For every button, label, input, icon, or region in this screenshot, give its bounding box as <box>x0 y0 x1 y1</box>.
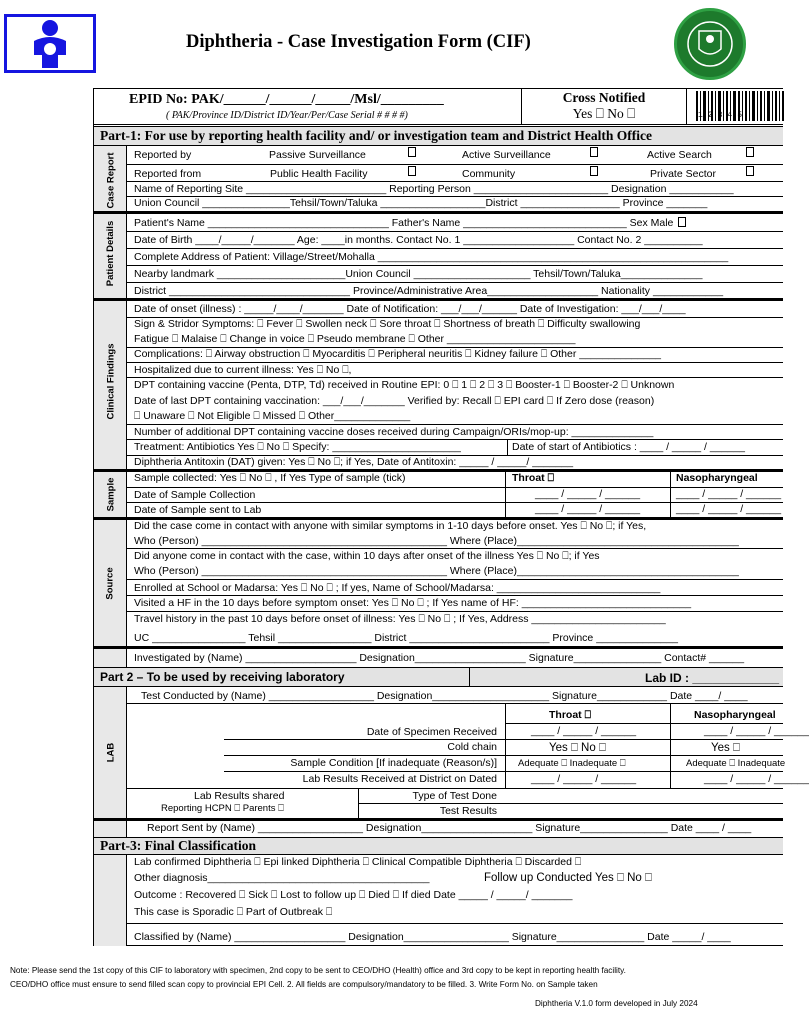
naso-results-date[interactable]: ____ / _____ / ______ <box>704 773 809 785</box>
government-emblem-icon <box>674 8 746 80</box>
address-row[interactable]: Complete Address of Patient: Village/Street/Mohalla ____________________________________________________________ <box>134 251 729 263</box>
sample-sent-date-label: Date of Sample sent to Lab <box>134 504 262 516</box>
antitoxin-row[interactable]: Diphtheria Antitoxin (DAT) given: Yes ⎕ No ⎕; if Yes, Date of Antitoxin: _____ / _____/ _______ <box>134 456 574 468</box>
naso-specimen-date[interactable]: ____ / _____ / ______ <box>704 725 809 737</box>
sample-condition-label: Sample Condition [If inadequate (Reason/s)] <box>290 757 497 769</box>
community-option[interactable]: Community <box>462 168 516 180</box>
active-search-checkbox[interactable] <box>744 147 756 159</box>
antibiotics-row[interactable]: Treatment: Antibiotics Yes ⎕ No ⎕ Specify: ______________________ <box>134 441 461 453</box>
active-search-option[interactable]: Active Search <box>647 149 712 161</box>
section-source: Source <box>105 566 116 600</box>
part3-title: Part-3: Final Classification <box>94 837 783 855</box>
barcode-digits: 12345 <box>698 111 748 120</box>
cross-notified-box <box>521 89 687 125</box>
other-diagnosis-field[interactable]: Other diagnosis______________________________________ <box>134 872 430 884</box>
school-enrollment-row[interactable]: Enrolled at School or Madarsa: Yes ⎕ No ⎕ ; If yes, Name of School/Madarsa: ____________________________ <box>134 582 661 594</box>
epid-format-hint: ( PAK/Province ID/District ID/Year/Per/Case Serial # # # #) <box>166 110 408 121</box>
private-sector-option[interactable]: Private Sector <box>650 168 716 180</box>
case-type-row[interactable]: This case is Sporadic ⎕ Part of Outbreak ⎕ <box>134 906 333 918</box>
travel-location-row[interactable]: UC ________________ Tehsil ________________ District ________________________ Province ______________ <box>134 632 678 644</box>
test-conducted-row[interactable]: Test Conducted by (Name) __________________ Designation____________________ Signature____________ Date ____/ ____ <box>141 690 748 702</box>
private-sector-checkbox[interactable] <box>744 166 756 178</box>
reported-from-label: Reported from <box>134 168 202 180</box>
lab-id-field[interactable]: Lab ID : _____________ <box>645 671 780 685</box>
specimen-received-label: Date of Specimen Received <box>366 726 497 738</box>
part2-title: Part 2 – To be used by receiving laboratory <box>94 667 783 687</box>
investigated-by-row[interactable]: Investigated by (Name) ___________________ Designation___________________ Signature_______________ Contact# ______ <box>134 652 745 664</box>
section-clinical-findings: Clinical Findings <box>105 342 117 420</box>
date-of-birth-row[interactable]: Date of Birth ____/_____/_______ Age: ____in months. Contact No. 1 ___________________ Contact No. 2 __________ <box>134 234 703 246</box>
part1-title: Part-1: For use by reporting health facility and/ or investigation team and District Health Office <box>94 126 783 146</box>
patient-name-row[interactable]: Patient's Name _______________________________ Father's Name ____________________________ Sex Male <box>134 217 688 229</box>
sample-nasopharyngeal-option[interactable]: Nasopharyngeal <box>676 472 758 484</box>
active-surveillance-checkbox[interactable] <box>588 147 600 159</box>
cold-chain-label: Cold chain <box>447 741 497 753</box>
throat-specimen-date[interactable]: ____ / _____ / ______ <box>531 725 637 737</box>
reporting-site-row[interactable]: Name of Reporting Site ________________________ Reporting Person _______________________ Designation ___________ <box>134 183 734 195</box>
contact-after-onset-row[interactable]: Did anyone come in contact with the case, within 10 days after onset of the illness Yes ⎕ No ⎕; if Yes <box>134 550 600 562</box>
form-version: Diphtheria V.1.0 form developed in July 2024 <box>535 999 698 1008</box>
throat-results-date[interactable]: ____ / _____ / ______ <box>531 773 637 785</box>
throat-sample-condition[interactable]: Adequate ⎕ Inadequate ⎕ <box>518 758 626 769</box>
cross-notified-label: Cross Notified <box>562 90 646 105</box>
passive-surveillance-option[interactable]: Passive Surveillance <box>269 149 366 161</box>
lab-naso-header: Nasopharyngeal <box>694 709 776 721</box>
section-lab: LAB <box>105 742 116 762</box>
lab-results-shared-options[interactable]: Reporting HCPN ⎕ Parents ⎕ <box>161 803 284 814</box>
test-results-label: Test Results <box>439 805 497 817</box>
dates-row[interactable]: Date of onset (illness) : _____/____/_______ Date of Notification: ___/___/______ Date of Investigation: ___/___/____ <box>134 303 686 315</box>
contact-before-onset-row[interactable]: Did the case come in contact with anyone with similar symptoms in 1-10 days before onset. Yes ⎕ No ⎕; if Yes, <box>134 520 647 532</box>
classification-row[interactable]: Lab confirmed Diphtheria ⎕ Epi linked Diphtheria ⎕ Clinical Compatible Diphtheria ⎕ Discarded ⎕ <box>134 856 582 868</box>
footer-note <box>10 964 626 992</box>
last-dpt-row[interactable]: Date of last DPT containing vaccination: ___/___/_______ Verified by: Recall ⎕ EPI card ⎕ If Zero dose (reason) <box>134 395 655 407</box>
epid-field[interactable]: EPID No: PAK/______/______/_____/Msl/_________ <box>129 92 444 107</box>
naso-cold-chain[interactable]: Yes ⎕ <box>711 742 740 754</box>
form-title: Diphtheria - Case Investigation Form (CIF) <box>186 32 531 52</box>
contact-after-person-row[interactable]: Who (Person) __________________________________________ Where (Place)______________________________________ <box>134 565 739 577</box>
results-received-label: Lab Results Received at District on Dated <box>302 773 497 785</box>
campaign-doses-row[interactable]: Number of additional DPT containing vaccine doses received during Campaign/ORIs/mop-up: ______________ <box>134 426 654 438</box>
section-patient-details: Patient Details <box>105 220 116 286</box>
sample-collection-date-label: Date of Sample Collection <box>134 489 256 501</box>
person-carrying-child-icon <box>22 19 78 69</box>
throat-collection-date[interactable]: ____ / _____ / ______ <box>535 488 641 500</box>
throat-sent-date[interactable]: ____ / _____ / ______ <box>535 503 641 515</box>
dpt-routine-row[interactable]: DPT containing vaccine (Penta, DTP, Td) received in Routine EPI: 0 ⎕ 1 ⎕ 2 ⎕ 3 ⎕ Booster-1 ⎕ Booster-2 ⎕ Unknown <box>134 379 675 391</box>
lab-results-shared-label: Lab Results shared <box>194 790 285 802</box>
public-health-facility-option[interactable]: Public Health Facility <box>270 168 368 180</box>
sample-collected-row[interactable]: Sample collected: Yes ⎕ No ⎕ , If Yes Type of sample (tick) <box>134 472 406 484</box>
classified-by-row[interactable]: Classified by (Name) ___________________ Designation__________________ Signature_______________ Date _____/ ____ <box>134 931 731 943</box>
community-checkbox[interactable] <box>588 166 600 178</box>
hf-visit-row[interactable]: Visited a HF in the 10 days before symptom onset: Yes ⎕ No ⎕ ; If Yes name of HF: _____________________________ <box>134 597 692 609</box>
type-of-test-label: Type of Test Done <box>412 790 497 802</box>
district-row[interactable]: District _______________________________ Province/Administrative Area___________________ Nationality ____________ <box>134 285 724 297</box>
footer-note-line-1: Note: Please send the 1st copy of this CIF to laboratory with specimen, 2nd copy to be sent to CEO/DHO (Health) office and 3rd copy to be kept in reporting health facility. <box>10 966 626 975</box>
form-frame <box>93 88 809 946</box>
throat-cold-chain[interactable]: Yes ⎕ No ⎕ <box>549 742 606 754</box>
section-sample: Sample <box>105 477 117 511</box>
hospitalized-row[interactable]: Hospitalized due to current illness: Yes ⎕ No ⎕, <box>134 364 352 376</box>
active-surveillance-option[interactable]: Active Surveillance <box>462 149 551 161</box>
symptoms-row[interactable]: Sign & Stridor Symptoms: ⎕ Fever ⎕ Swollen neck ⎕ Sore throat ⎕ Shortness of breath ⎕ Difficulty swallowing <box>134 318 641 330</box>
cross-notified-options[interactable]: Yes ⎕ No ⎕ <box>572 106 636 121</box>
follow-up-field[interactable]: Follow up Conducted Yes ⎕ No ⎕ <box>484 872 652 884</box>
report-sent-row[interactable]: Report Sent by (Name) __________________ Designation___________________ Signature_______________ Date ____ / ____ <box>147 822 752 834</box>
zero-dose-reason-row[interactable]: ⎕ Unaware ⎕ Not Eligible ⎕ Missed ⎕ Other_____________ <box>134 410 411 422</box>
contact-before-person-row[interactable]: Who (Person) __________________________________________ Where (Place)______________________________________ <box>134 535 739 547</box>
passive-surveillance-checkbox[interactable] <box>406 147 418 159</box>
naso-sent-date[interactable]: ____ / _____ / ______ <box>676 503 782 515</box>
sample-throat-option[interactable]: Throat ⎕ <box>512 472 554 484</box>
travel-history-row[interactable]: Travel history in the past 10 days before onset of illness: Yes ⎕ No ⎕ ; If Yes, Address _______________________ <box>134 613 666 625</box>
form-header <box>94 89 783 125</box>
naso-sample-condition[interactable]: Adequate ⎕ Inadequate <box>686 758 786 769</box>
reported-by-label: Reported by <box>134 149 192 161</box>
lab-throat-header: Throat ⎕ <box>549 709 591 721</box>
naso-collection-date[interactable]: ____ / _____ / ______ <box>676 488 782 500</box>
outcome-row[interactable]: Outcome : Recovered ⎕ Sick ⎕ Lost to follow up ⎕ Died ⎕ If died Date _____ / _____/ _______ <box>134 889 573 901</box>
landmark-row[interactable]: Nearby landmark ______________________Union Council ____________________ Tehsil/Town/Taluka______________ <box>134 268 703 280</box>
location-row[interactable]: Union Council _______________Tehsil/Town/Taluka __________________District _________________ Province _______ <box>134 197 708 209</box>
symptoms-row-2[interactable]: Fatigue ⎕ Malaise ⎕ Change in voice ⎕ Pseudo membrane ⎕ Other ______________________ <box>134 333 576 345</box>
program-logo <box>4 14 96 73</box>
public-health-facility-checkbox[interactable] <box>406 166 418 178</box>
antibiotics-start-date[interactable]: Date of start of Antibiotics : ____ / _____ / ______ <box>512 441 745 453</box>
footer-note-line-2: CEO/DHO office must ensure to send filled scan copy to provincial EPI Cell. 2. All fields are compulsory/mandatory to be filled. 3. Write Form No. on Sample taken <box>10 980 598 989</box>
section-case-report: Case Report <box>105 152 116 208</box>
complications-row[interactable]: Complications: ⎕ Airway obstruction ⎕ Myocarditis ⎕ Peripheral neuritis ⎕ Kidney failure ⎕ Other ______________ <box>134 348 662 360</box>
